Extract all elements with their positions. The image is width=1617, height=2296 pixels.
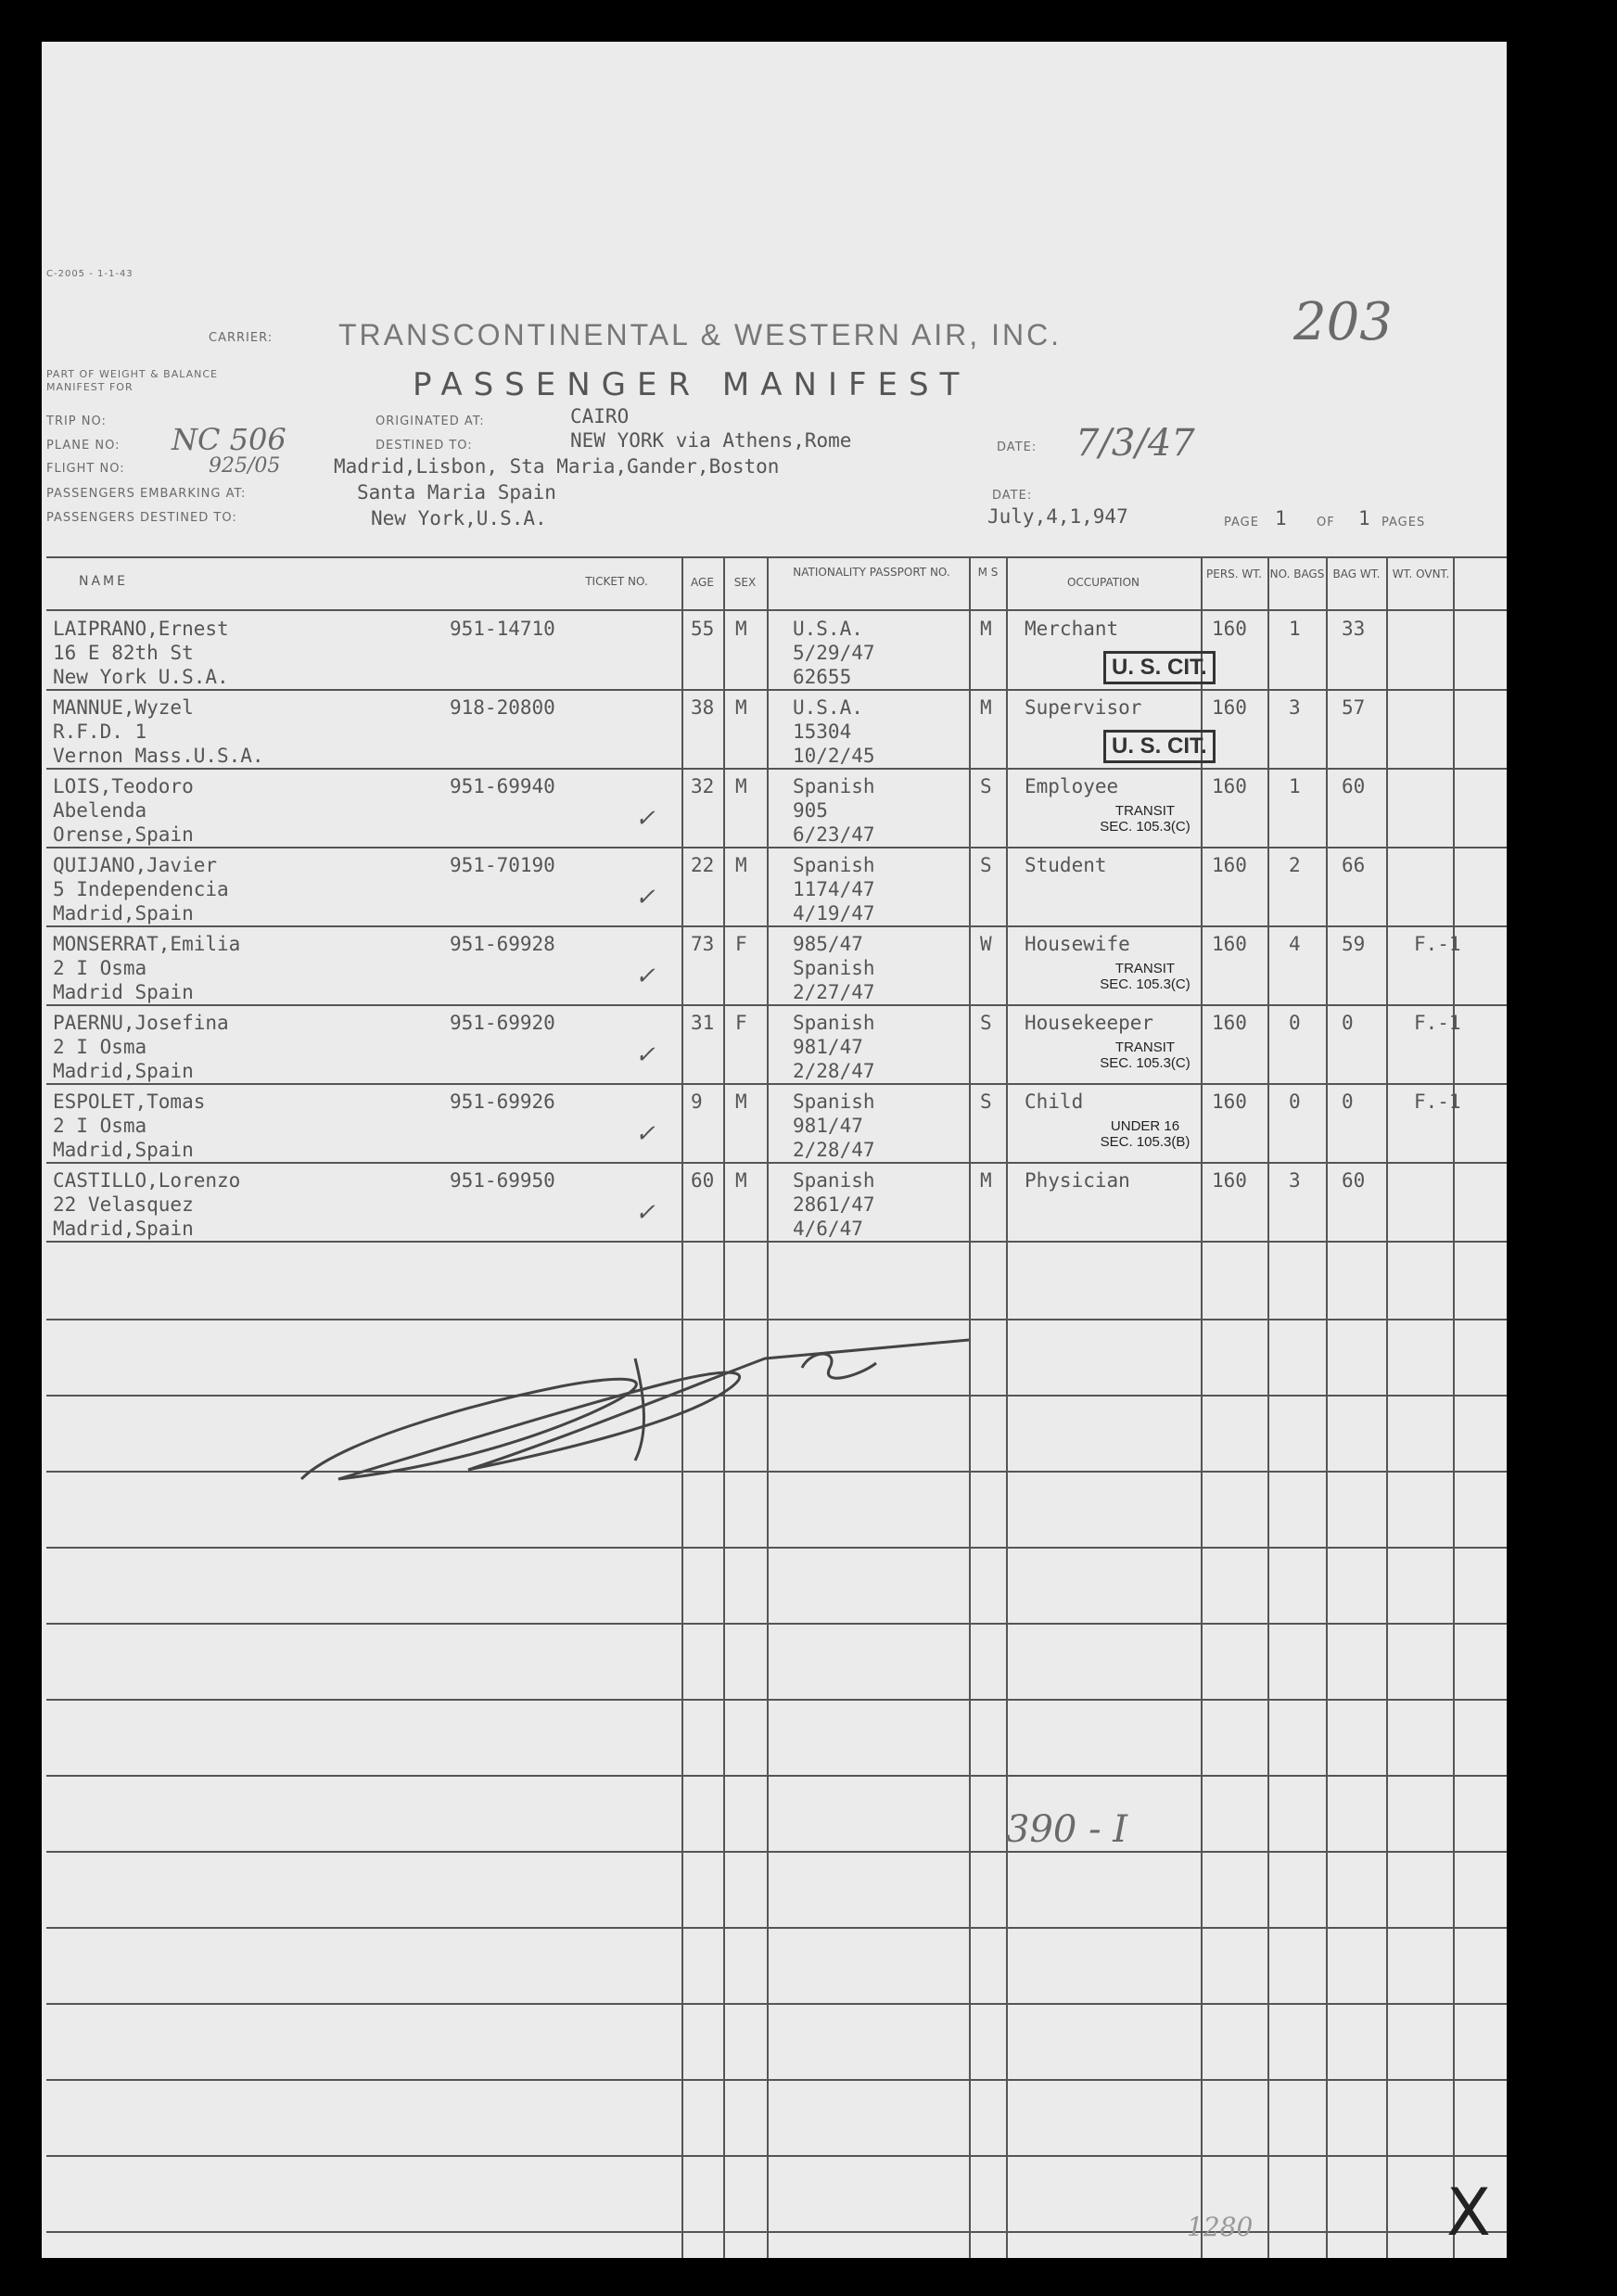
nationality-line: U.S.A. — [793, 618, 863, 640]
passenger-name-line: LOIS,Teodoro — [53, 775, 194, 797]
bag-weight: 0 — [1342, 1012, 1354, 1034]
passenger-name-line: 2 I Osma — [53, 957, 147, 979]
col-header-sex: SEX — [733, 576, 757, 589]
ticket-number: 951-69926 — [450, 1091, 555, 1113]
form-number: C-2005 - 1-1-43 — [46, 269, 134, 279]
blank-row-rule — [46, 1927, 1507, 1929]
passenger-name-line: Madrid Spain — [53, 981, 194, 1003]
passenger-name-line: MANNUE,Wyzel — [53, 696, 194, 719]
occupation: Merchant — [1025, 618, 1119, 640]
nationality-line: Spanish — [793, 1012, 875, 1034]
transit-stamp-line: SEC. 105.3(C) — [1100, 976, 1190, 992]
passenger-name-line: New York U.S.A. — [53, 666, 229, 688]
row-rule — [46, 925, 1507, 927]
age: 9 — [691, 1091, 703, 1113]
bag-weight: 0 — [1342, 1091, 1354, 1113]
row-rule — [46, 689, 1507, 691]
pers-weight: 160 — [1212, 854, 1247, 876]
nationality-line: 2/28/47 — [793, 1060, 875, 1082]
transit-stamp-line: TRANSIT — [1114, 961, 1176, 976]
sex: M — [735, 1169, 747, 1192]
blank-row-rule — [46, 2231, 1507, 2233]
passenger-name-line: Orense,Spain — [53, 823, 194, 846]
age: 22 — [691, 854, 715, 876]
row-rule — [46, 768, 1507, 770]
passenger-name-line: 22 Velasquez — [53, 1193, 194, 1216]
marital-status: M — [980, 618, 992, 640]
header-bottom-rule — [46, 609, 1507, 611]
pers-weight: 160 — [1212, 618, 1247, 640]
embarking-label: PASSENGERS EMBARKING AT: — [46, 487, 247, 501]
transit-stamp — [1080, 803, 1210, 835]
transit-stamp — [1080, 1118, 1210, 1150]
checkmark-icon: ✓ — [635, 805, 656, 833]
pers-weight: 160 — [1212, 1169, 1247, 1192]
col-header-age: AGE — [691, 576, 714, 589]
marital-status: S — [980, 854, 992, 876]
of-value: 1 — [1358, 507, 1370, 529]
footer-number: 1280 — [1187, 2212, 1254, 2242]
age: 32 — [691, 775, 715, 797]
weight-overnight: F.-1 — [1414, 1012, 1461, 1034]
checkmark-icon: ✓ — [635, 1199, 656, 1227]
row-rule — [46, 1162, 1507, 1164]
nationality-line: 981/47 — [793, 1036, 863, 1058]
destined-to-label: PASSENGERS DESTINED TO: — [46, 511, 237, 525]
manifest-page — [42, 42, 1507, 2258]
us-citizen-stamp: U. S. CIT. — [1103, 651, 1216, 684]
passenger-name-line: Madrid,Spain — [53, 1060, 194, 1082]
nationality-line: 4/6/47 — [793, 1218, 863, 1240]
blank-row-rule — [46, 1699, 1507, 1701]
originated-label: ORIGINATED AT: — [376, 415, 485, 428]
nationality-line: Spanish — [793, 957, 875, 979]
no-bags: 2 — [1289, 854, 1301, 876]
destined-line2: Madrid,Lisbon, Sta Maria,Gander,Boston — [334, 455, 780, 478]
transit-stamp-line: SEC. 105.3(C) — [1100, 819, 1190, 835]
passenger-name-line: ESPOLET,Tomas — [53, 1091, 206, 1113]
destined-line1: NEW YORK via Athens,Rome — [570, 429, 852, 452]
age: 55 — [691, 618, 715, 640]
ticket-number: 951-69940 — [450, 775, 555, 797]
marital-status: S — [980, 775, 992, 797]
occupation: Housewife — [1025, 933, 1130, 955]
passenger-name-line: MONSERRAT,Emilia — [53, 933, 241, 955]
sex: F — [735, 933, 747, 955]
blank-row-rule — [46, 2155, 1507, 2157]
occupation: Supervisor — [1025, 696, 1142, 719]
corner-mark: X — [1446, 2175, 1491, 2251]
date-label: DATE: — [997, 440, 1038, 454]
passenger-name-line: LAIPRANO,Ernest — [53, 618, 229, 640]
nationality-line: 905 — [793, 799, 828, 822]
nationality-line: Spanish — [793, 854, 875, 876]
nationality-line: 2861/47 — [793, 1193, 875, 1216]
row-rule — [46, 1083, 1507, 1085]
bag-weight: 66 — [1342, 854, 1366, 876]
destined-label: DESTINED TO: — [376, 439, 473, 453]
marital-status: M — [980, 696, 992, 719]
plane-value: NC 506 — [172, 422, 286, 457]
nationality-line: U.S.A. — [793, 696, 863, 719]
col-header-ms: M S — [977, 566, 999, 579]
nationality-line: 4/19/47 — [793, 902, 875, 925]
row-rule — [46, 1241, 1507, 1243]
nationality-line: 1174/47 — [793, 878, 875, 900]
date2-label: DATE: — [992, 489, 1033, 503]
handwritten-note: 390 - I — [1006, 1808, 1128, 1851]
age: 60 — [691, 1169, 715, 1192]
col-header-wt-ovnt: WT. OVNT. — [1392, 568, 1450, 580]
transit-stamp-line: TRANSIT — [1114, 803, 1176, 819]
col-header-name: NAME — [79, 574, 128, 589]
nationality-line: 10/2/45 — [793, 745, 875, 767]
nationality-line: Spanish — [793, 1169, 875, 1192]
passenger-name-line: 2 I Osma — [53, 1115, 147, 1137]
no-bags: 0 — [1289, 1012, 1301, 1034]
sex: M — [735, 696, 747, 719]
transit-stamp-line: UNDER 16 — [1110, 1118, 1180, 1134]
bag-weight: 60 — [1342, 775, 1366, 797]
passenger-name-line: Vernon Mass.U.S.A. — [53, 745, 264, 767]
row-rule — [46, 1004, 1507, 1006]
passenger-name-line: 2 I Osma — [53, 1036, 147, 1058]
no-bags: 3 — [1289, 696, 1301, 719]
marital-status: S — [980, 1012, 992, 1034]
sex: M — [735, 775, 747, 797]
nationality-line: 5/29/47 — [793, 642, 875, 664]
table-top-rule — [46, 556, 1507, 558]
no-bags: 3 — [1289, 1169, 1301, 1192]
nationality-line: 62655 — [793, 666, 852, 688]
pers-weight: 160 — [1212, 775, 1247, 797]
no-bags: 1 — [1289, 775, 1301, 797]
passenger-name-line: QUIJANO,Javier — [53, 854, 218, 876]
no-bags: 4 — [1289, 933, 1301, 955]
pers-weight: 160 — [1212, 1012, 1247, 1034]
age: 73 — [691, 933, 715, 955]
plane-label: PLANE NO: — [46, 439, 121, 453]
nationality-line: 15304 — [793, 721, 852, 743]
checkmark-icon: ✓ — [635, 884, 656, 912]
blank-row-rule — [46, 1851, 1507, 1853]
marital-status: W — [980, 933, 992, 955]
sex: M — [735, 618, 747, 640]
nationality-line: Spanish — [793, 775, 875, 797]
checkmark-icon: ✓ — [635, 963, 656, 990]
checkmark-icon: ✓ — [635, 1120, 656, 1148]
transit-stamp-line: TRANSIT — [1114, 1040, 1176, 1055]
pages-label: PAGES — [1381, 516, 1426, 529]
blank-row-rule — [46, 1775, 1507, 1777]
row-rule — [46, 847, 1507, 848]
blank-row-rule — [46, 2003, 1507, 2005]
flight-label: FLIGHT NO: — [46, 462, 125, 476]
col-header-bag-wt: BAG WT. — [1332, 568, 1381, 580]
age: 38 — [691, 696, 715, 719]
pers-weight: 160 — [1212, 1091, 1247, 1113]
transit-stamp — [1080, 1040, 1210, 1071]
transit-stamp — [1080, 961, 1210, 992]
nationality-line: 985/47 — [793, 933, 863, 955]
col-header-pers-wt: PERS. WT. — [1206, 568, 1262, 580]
page-value: 1 — [1275, 507, 1287, 529]
passenger-name-line: CASTILLO,Lorenzo — [53, 1169, 241, 1192]
bag-weight: 60 — [1342, 1169, 1366, 1192]
of-label: OF — [1317, 516, 1335, 529]
col-header-nationality: NATIONALITY PASSPORT NO. — [793, 566, 950, 579]
manifest-title: PASSENGER MANIFEST — [413, 366, 971, 403]
ticket-number: 951-69950 — [450, 1169, 555, 1192]
trip-label: TRIP NO: — [46, 415, 107, 428]
col-header-no-bags: NO. BAGS — [1269, 568, 1325, 580]
sex: M — [735, 1091, 747, 1113]
embarking-value: Santa Maria Spain — [357, 481, 556, 504]
bag-weight: 33 — [1342, 618, 1366, 640]
marital-status: S — [980, 1091, 992, 1113]
passenger-name-line: PAERNU,Josefina — [53, 1012, 229, 1034]
occupation: Child — [1025, 1091, 1084, 1113]
ticket-number: 951-69928 — [450, 933, 555, 955]
transit-stamp-line: SEC. 105.3(B) — [1100, 1134, 1190, 1150]
no-bags: 1 — [1289, 618, 1301, 640]
nationality-line: 981/47 — [793, 1115, 863, 1137]
blank-row-rule — [46, 1623, 1507, 1625]
occupation: Student — [1025, 854, 1107, 876]
pers-weight: 160 — [1212, 696, 1247, 719]
ticket-number: 951-69920 — [450, 1012, 555, 1034]
carrier-name: TRANSCONTINENTAL & WESTERN AIR, INC. — [338, 318, 1063, 351]
date2-value: July,4,1,947 — [987, 505, 1128, 528]
date-value: 7/3/47 — [1076, 422, 1195, 465]
sex: M — [735, 854, 747, 876]
passenger-name-line: R.F.D. 1 — [53, 721, 147, 743]
nationality-line: 2/27/47 — [793, 981, 875, 1003]
bag-weight: 59 — [1342, 933, 1366, 955]
nationality-line: 2/28/47 — [793, 1139, 875, 1161]
col-header-occupation: OCCUPATION — [1066, 576, 1140, 589]
ticket-number: 951-70190 — [450, 854, 555, 876]
signature — [283, 1275, 1025, 1535]
flight-value: 925/05 — [209, 454, 281, 478]
handwritten-page-number: 203 — [1293, 292, 1393, 352]
pers-weight: 160 — [1212, 933, 1247, 955]
ticket-number: 951-14710 — [450, 618, 555, 640]
passenger-name-line: Madrid,Spain — [53, 1139, 194, 1161]
carrier-label: CARRIER: — [209, 331, 274, 345]
dest-value: New York,U.S.A. — [371, 507, 547, 529]
weight-overnight: F.-1 — [1414, 1091, 1461, 1113]
occupation: Housekeeper — [1025, 1012, 1154, 1034]
col-header-ticket: TICKET NO. — [585, 575, 648, 588]
page-label: PAGE — [1224, 516, 1259, 529]
transit-stamp-line: SEC. 105.3(C) — [1100, 1055, 1190, 1071]
originated-value: CAIRO — [570, 405, 630, 427]
blank-row-rule — [46, 2079, 1507, 2081]
passenger-name-line: Madrid,Spain — [53, 902, 194, 925]
age: 31 — [691, 1012, 715, 1034]
occupation: Physician — [1025, 1169, 1130, 1192]
blank-row-rule — [46, 1547, 1507, 1549]
passenger-name-line: 16 E 82th St — [53, 642, 194, 664]
checkmark-icon: ✓ — [635, 1041, 656, 1069]
sex: F — [735, 1012, 747, 1034]
nationality-line: 6/23/47 — [793, 823, 875, 846]
ticket-number: 918-20800 — [450, 696, 555, 719]
no-bags: 0 — [1289, 1091, 1301, 1113]
us-citizen-stamp: U. S. CIT. — [1103, 730, 1216, 763]
marital-status: M — [980, 1169, 992, 1192]
nationality-line: Spanish — [793, 1091, 875, 1113]
part-of-label: PART OF WEIGHT & BALANCE MANIFEST FOR — [46, 368, 218, 393]
passenger-name-line: Abelenda — [53, 799, 147, 822]
occupation: Employee — [1025, 775, 1119, 797]
weight-overnight: F.-1 — [1414, 933, 1461, 955]
passenger-name-line: 5 Independencia — [53, 878, 229, 900]
bag-weight: 57 — [1342, 696, 1366, 719]
passenger-name-line: Madrid,Spain — [53, 1218, 194, 1240]
